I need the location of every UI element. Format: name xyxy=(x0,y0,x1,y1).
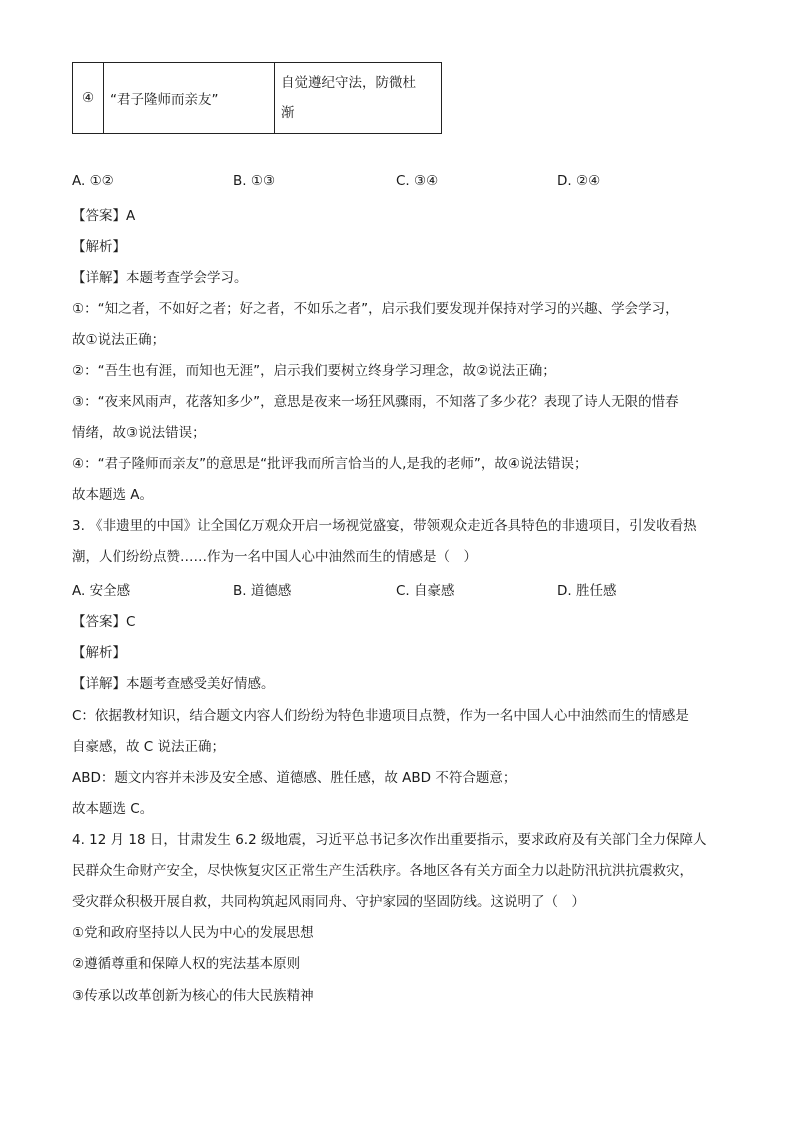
detail-text: 本题考查学会学习。 xyxy=(126,270,248,286)
q2-line: 情绪，故③说法错误； xyxy=(72,425,206,441)
q3-option-d: D. 胜任感 xyxy=(557,583,617,599)
q3-option-a: A. 安全感 xyxy=(72,583,131,599)
q2-option-b: B. ①③ xyxy=(233,173,276,189)
table-row xyxy=(73,63,442,134)
q2-option-a: A. ①② xyxy=(72,173,114,189)
answer-label: 【答案】 xyxy=(72,614,126,630)
q2-option-d: D. ②④ xyxy=(557,173,601,189)
q2-answer xyxy=(72,204,135,224)
q4-choice: ③传承以改革创新为核心的伟大民族精神 xyxy=(72,988,314,1004)
q2-detail xyxy=(72,266,248,286)
q2-line: 故本题选 A。 xyxy=(72,487,154,503)
q3-line: ABD：题文内容并未涉及安全感、道德感、胜任感，故 ABD 不符合题意； xyxy=(72,770,517,786)
q3-option-b: B. 道德感 xyxy=(233,583,292,599)
q4-stem-line3: 受灾群众积极开展自救，共同构筑起风雨同舟、守护家园的坚固防线。这说明了（ ） xyxy=(72,894,585,910)
answer-value: C xyxy=(126,614,136,630)
q2-line: ②：“吾生也有涯，而知也无涯”，启示我们要树立终身学习理念，故②说法正确； xyxy=(72,363,556,379)
q4-stem-line2: 民群众生命财产安全，尽快恢复灾区正常生产生活秩序。各地区各有关方面全力以赴防汛抗洪抗震救灾， xyxy=(72,863,693,879)
q3-stem-line1: 3. 《非遗里的中国》让全国亿万观众开启一场视觉盛宴，带领观众走近各具特色的非遗项目，引发收看热 xyxy=(72,518,697,534)
q4-choice: ①党和政府坚持以人民为中心的发展思想 xyxy=(72,925,314,941)
q3-line: 故本题选 C。 xyxy=(72,801,154,817)
q3-analysis-label: 【解析】 xyxy=(72,645,126,661)
row-quote: “君子隆师而亲友” xyxy=(104,63,275,134)
answer-label: 【答案】 xyxy=(72,208,126,224)
row-number: ④ xyxy=(73,63,104,134)
q3-detail xyxy=(72,672,275,692)
q3-line: C：依据教材知识，结合题文内容人们纷纷为特色非遗项目点赞，作为一名中国人心中油然而生的情感是 xyxy=(72,708,689,724)
detail-label: 【详解】 xyxy=(72,676,126,692)
q4-stem-line1: 4. 12 月 18 日，甘肃发生 6.2 级地震，习近平总书记多次作出重要指示，要求政府及有关部门全力保障人 xyxy=(72,832,707,848)
q3-stem-line2: 潮，人们纷纷点赞……作为一名中国人心中油然而生的情感是（ ） xyxy=(72,549,477,565)
row-meaning xyxy=(275,63,442,134)
q4-choice: ②遵循尊重和保障人权的宪法基本原则 xyxy=(72,956,301,972)
detail-label: 【详解】 xyxy=(72,270,126,286)
q2-line: ①：“知之者，不如好之者；好之者，不如乐之者”，启示我们要发现并保持对学习的兴趣、学会学习， xyxy=(72,301,679,317)
answer-value: A xyxy=(126,208,136,224)
row-meaning-line1: 自觉遵纪守法，防微杜 xyxy=(281,75,416,91)
q2-line: ④：“君子隆师而亲友”的意思是“批评我而所言恰当的人,是我的老师”，故④说法错误； xyxy=(72,456,588,472)
row-meaning-line2: 渐 xyxy=(281,105,295,121)
q3-answer xyxy=(72,610,135,630)
q2-line: ③：“夜来风雨声，花落知多少”，意思是夜来一场狂风骤雨，不知落了多少花？表现了诗人无限的惜春 xyxy=(72,394,679,410)
q2-option-c: C. ③④ xyxy=(396,173,439,189)
q2-line: 故①说法正确； xyxy=(72,332,166,348)
statement-table xyxy=(72,62,442,134)
q3-line: 自豪感，故 C 说法正确； xyxy=(72,739,226,755)
q2-analysis-label: 【解析】 xyxy=(72,239,126,255)
detail-text: 本题考查感受美好情感。 xyxy=(126,676,275,692)
q3-option-c: C. 自豪感 xyxy=(396,583,455,599)
